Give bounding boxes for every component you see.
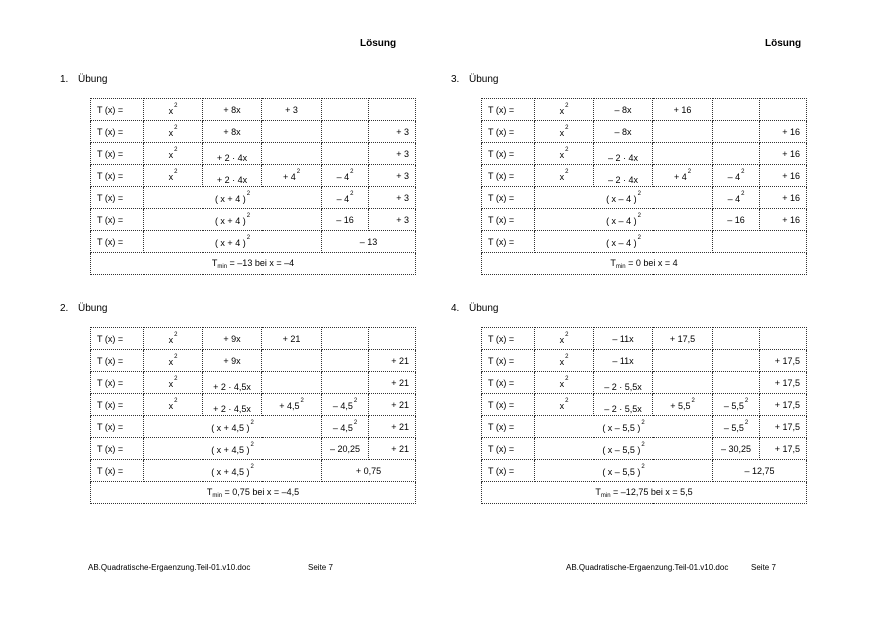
table-row bbox=[482, 143, 807, 165]
table-row bbox=[91, 394, 416, 416]
table-row bbox=[91, 460, 416, 482]
constant-term: + 21 bbox=[369, 416, 416, 438]
table-row bbox=[91, 350, 416, 372]
constant-term: + 21 bbox=[369, 438, 416, 460]
x-squared: $x^2$ bbox=[535, 328, 594, 350]
square-value: – 20,25 bbox=[322, 438, 369, 460]
solution-table-1 bbox=[90, 98, 416, 275]
x-squared: $x^2$ bbox=[144, 350, 203, 372]
linear-term-split: + 2 · 4x bbox=[203, 143, 262, 165]
term-label: T (x) = bbox=[91, 165, 144, 187]
result-row bbox=[482, 253, 807, 275]
remaining-constant: + 0,75 bbox=[322, 460, 416, 482]
constant-term: + 17,5 bbox=[760, 372, 807, 394]
linear-term-split: + 2 · 4,5x bbox=[203, 372, 262, 394]
binomial-square: ( x + 4,5 )$^2$ bbox=[144, 416, 322, 438]
binomial-square: ( x – 5,5 )$^2$ bbox=[535, 416, 713, 438]
term-label: T (x) = bbox=[482, 209, 535, 231]
table-row bbox=[91, 143, 416, 165]
subtracted-square: – $4,5^2$ bbox=[322, 416, 369, 438]
exercise-title-1: 1. Übung bbox=[60, 74, 108, 85]
binomial-square: ( x + 4 )$^2$ bbox=[144, 187, 322, 209]
x-squared: $x^2$ bbox=[144, 394, 203, 416]
table-row bbox=[482, 231, 807, 253]
constant-term: + 3 bbox=[369, 187, 416, 209]
x-squared: $x^2$ bbox=[535, 394, 594, 416]
constant-term: + 17,5 bbox=[760, 438, 807, 460]
page-heading-left: Lösung bbox=[360, 38, 397, 49]
footer-filename-left: AB.Quadratische-Ergaenzung.Teil-01.v10.doc bbox=[88, 563, 251, 572]
table-row bbox=[482, 394, 807, 416]
linear-term: + 8x bbox=[203, 121, 262, 143]
constant-term: + 3 bbox=[369, 121, 416, 143]
remaining-constant: – 13 bbox=[322, 231, 416, 253]
term-label: T (x) = bbox=[91, 350, 144, 372]
binomial-square: ( x – 5,5 )$^2$ bbox=[535, 438, 713, 460]
linear-term: – 11x bbox=[594, 350, 653, 372]
table-row bbox=[482, 350, 807, 372]
remaining-constant bbox=[713, 231, 807, 253]
table-row bbox=[482, 99, 807, 121]
term-label: T (x) = bbox=[482, 350, 535, 372]
binomial-square: ( x + 4 )$^2$ bbox=[144, 209, 322, 231]
table-row bbox=[91, 121, 416, 143]
footer-page-left: Seite 7 bbox=[308, 563, 333, 572]
linear-term-split: – 2 · 4x bbox=[594, 165, 653, 187]
table-row bbox=[482, 438, 807, 460]
linear-term-split: – 2 · 4x bbox=[594, 143, 653, 165]
linear-term: – 11x bbox=[594, 328, 653, 350]
term-label: T (x) = bbox=[482, 121, 535, 143]
footer-filename-right: AB.Quadratische-Ergaenzung.Teil-01.v10.doc bbox=[566, 563, 729, 572]
result-text: $T_{min} = -12,75$ bei x = 5,5 bbox=[482, 482, 807, 504]
x-squared: $x^2$ bbox=[144, 165, 203, 187]
constant-term: + 16 bbox=[760, 121, 807, 143]
solution-table-3 bbox=[481, 98, 807, 275]
result-text: $T_{min} = 0,75$ bei x = –4,5 bbox=[91, 482, 416, 504]
table-row bbox=[91, 209, 416, 231]
linear-term: – 8x bbox=[594, 99, 653, 121]
term-label: T (x) = bbox=[482, 143, 535, 165]
term-label: T (x) = bbox=[482, 187, 535, 209]
term-label: T (x) = bbox=[91, 99, 144, 121]
x-squared: $x^2$ bbox=[535, 121, 594, 143]
added-square: + $4^2$ bbox=[653, 165, 713, 187]
term-label: T (x) = bbox=[91, 143, 144, 165]
table-row bbox=[482, 121, 807, 143]
term-label: T (x) = bbox=[91, 416, 144, 438]
exercise-title-3: 3. Übung bbox=[451, 74, 499, 85]
constant-term: + 16 bbox=[653, 99, 713, 121]
term-label: T (x) = bbox=[91, 438, 144, 460]
constant-term: + 21 bbox=[369, 372, 416, 394]
result-row bbox=[482, 482, 807, 504]
x-squared: $x^2$ bbox=[144, 121, 203, 143]
square-value: – 16 bbox=[713, 209, 760, 231]
term-label: T (x) = bbox=[91, 231, 144, 253]
exercise-title-4: 4. Übung bbox=[451, 303, 499, 314]
table-row bbox=[91, 328, 416, 350]
constant-term: + 17,5 bbox=[760, 416, 807, 438]
x-squared: $x^2$ bbox=[535, 372, 594, 394]
term-label: T (x) = bbox=[91, 372, 144, 394]
constant-term: + 3 bbox=[369, 165, 416, 187]
term-label: T (x) = bbox=[482, 99, 535, 121]
solution-table-2 bbox=[90, 327, 416, 504]
constant-term: + 3 bbox=[262, 99, 322, 121]
subtracted-square: – $4,5^2$ bbox=[322, 394, 369, 416]
binomial-square: ( x + 4,5 )$^2$ bbox=[144, 460, 322, 482]
page-heading-right: Lösung bbox=[765, 38, 802, 49]
table-row bbox=[91, 416, 416, 438]
table-row bbox=[482, 165, 807, 187]
subtracted-square: – $5,5^2$ bbox=[713, 416, 760, 438]
constant-term: + 16 bbox=[760, 209, 807, 231]
added-square: + $4^2$ bbox=[262, 165, 322, 187]
x-squared: $x^2$ bbox=[144, 99, 203, 121]
table-row bbox=[482, 460, 807, 482]
subtracted-square: – $4^2$ bbox=[713, 165, 760, 187]
term-label: T (x) = bbox=[91, 187, 144, 209]
table-row bbox=[482, 209, 807, 231]
subtracted-square: – $4^2$ bbox=[322, 187, 369, 209]
term-label: T (x) = bbox=[482, 328, 535, 350]
table-row bbox=[482, 187, 807, 209]
term-label: T (x) = bbox=[91, 121, 144, 143]
square-value: – 30,25 bbox=[713, 438, 760, 460]
term-label: T (x) = bbox=[91, 209, 144, 231]
result-row bbox=[91, 482, 416, 504]
added-square: + $4,5^2$ bbox=[262, 394, 322, 416]
constant-term: + 21 bbox=[369, 350, 416, 372]
constant-term: + 21 bbox=[369, 394, 416, 416]
subtracted-square: – $4^2$ bbox=[322, 165, 369, 187]
linear-term-split: – 2 · 5,5x bbox=[594, 394, 653, 416]
result-row bbox=[91, 253, 416, 275]
constant-term: + 17,5 bbox=[760, 394, 807, 416]
linear-term: + 8x bbox=[203, 99, 262, 121]
table-row bbox=[91, 99, 416, 121]
exercise-title-2: 2. Übung bbox=[60, 303, 108, 314]
subtracted-square: – $4^2$ bbox=[713, 187, 760, 209]
linear-term-split: – 2 · 5,5x bbox=[594, 372, 653, 394]
binomial-square: ( x – 4 )$^2$ bbox=[535, 187, 713, 209]
x-squared: $x^2$ bbox=[535, 99, 594, 121]
constant-term: + 3 bbox=[369, 209, 416, 231]
term-label: T (x) = bbox=[482, 416, 535, 438]
term-label: T (x) = bbox=[482, 372, 535, 394]
linear-term: + 9x bbox=[203, 328, 262, 350]
linear-term: – 8x bbox=[594, 121, 653, 143]
constant-term: + 16 bbox=[760, 187, 807, 209]
table-row bbox=[91, 438, 416, 460]
square-value: – 16 bbox=[322, 209, 369, 231]
constant-term: + 3 bbox=[369, 143, 416, 165]
term-label: T (x) = bbox=[91, 328, 144, 350]
term-label: T (x) = bbox=[482, 438, 535, 460]
table-row bbox=[91, 187, 416, 209]
added-square: + $5,5^2$ bbox=[653, 394, 713, 416]
constant-term: + 17,5 bbox=[653, 328, 713, 350]
table-row bbox=[482, 416, 807, 438]
table-row bbox=[91, 165, 416, 187]
table-row bbox=[482, 372, 807, 394]
footer-page-right: Seite 7 bbox=[751, 563, 776, 572]
solution-table-4 bbox=[481, 327, 807, 504]
binomial-square: ( x + 4,5 )$^2$ bbox=[144, 438, 322, 460]
binomial-square: ( x + 4 )$^2$ bbox=[144, 231, 322, 253]
term-label: T (x) = bbox=[91, 460, 144, 482]
constant-term: + 21 bbox=[262, 328, 322, 350]
result-text: $T_{min} = -13$ bei x = –4 bbox=[91, 253, 416, 275]
binomial-square: ( x – 4 )$^2$ bbox=[535, 231, 713, 253]
term-label: T (x) = bbox=[482, 165, 535, 187]
term-label: T (x) = bbox=[482, 394, 535, 416]
table-row bbox=[91, 231, 416, 253]
result-text: $T_{min} = 0$ bei x = 4 bbox=[482, 253, 807, 275]
x-squared: $x^2$ bbox=[535, 143, 594, 165]
term-label: T (x) = bbox=[482, 460, 535, 482]
table-row bbox=[91, 372, 416, 394]
linear-term-split: + 2 · 4,5x bbox=[203, 394, 262, 416]
x-squared: $x^2$ bbox=[535, 350, 594, 372]
linear-term-split: + 2 · 4x bbox=[203, 165, 262, 187]
constant-term: + 16 bbox=[760, 143, 807, 165]
remaining-constant: – 12,75 bbox=[713, 460, 807, 482]
constant-term: + 17,5 bbox=[760, 350, 807, 372]
constant-term: + 16 bbox=[760, 165, 807, 187]
binomial-square: ( x – 5,5 )$^2$ bbox=[535, 460, 713, 482]
linear-term: + 9x bbox=[203, 350, 262, 372]
x-squared: $x^2$ bbox=[144, 372, 203, 394]
table-row bbox=[482, 328, 807, 350]
x-squared: $x^2$ bbox=[144, 328, 203, 350]
subtracted-square: – $5,5^2$ bbox=[713, 394, 760, 416]
binomial-square: ( x – 4 )$^2$ bbox=[535, 209, 713, 231]
term-label: T (x) = bbox=[482, 231, 535, 253]
term-label: T (x) = bbox=[91, 394, 144, 416]
x-squared: $x^2$ bbox=[535, 165, 594, 187]
x-squared: $x^2$ bbox=[144, 143, 203, 165]
